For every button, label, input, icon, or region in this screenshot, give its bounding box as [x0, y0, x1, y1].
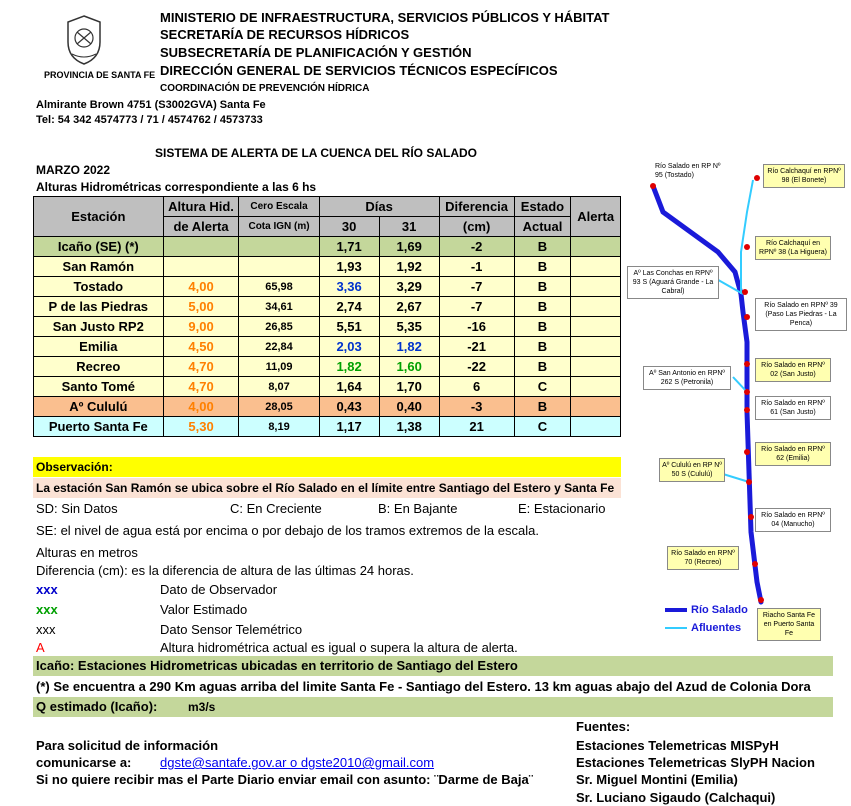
cell-diff: -1 [439, 257, 514, 277]
map-label-emilia: Río Salado en RPNº 62 (Emilia) [755, 442, 831, 466]
cell-day-31: 1,69 [379, 237, 439, 257]
cell-diff: 21 [439, 417, 514, 437]
cell-zero: 11,09 [239, 357, 319, 377]
header-line-3: SUBSECRETARÍA DE PLANIFICACIÓN Y GESTIÓN [160, 45, 472, 60]
th-zero-1: Cero Escala [239, 197, 319, 217]
cell-zero: 65,98 [239, 277, 319, 297]
star-note: (*) Se encuentra a 290 Km aguas arriba del limite Santa Fe - Santiago del Estero. 13 km aguas abajo del Azud de Colonia Dora [33, 677, 845, 697]
cell-station: San Ramón [34, 257, 164, 277]
report-subtitle: Alturas Hidrométricas correspondiente a las 6 hs [36, 180, 317, 194]
report-title: SISTEMA DE ALERTA DE LA CUENCA DEL RÍO SALADO [155, 146, 478, 160]
cell-state: B [514, 317, 571, 337]
cell-state: B [514, 397, 571, 417]
province-name: PROVINCIA DE SANTA FE [44, 70, 156, 80]
th-alert-height-2: de Alerta [163, 217, 239, 237]
cell-state: B [514, 277, 571, 297]
cell-day-30: 5,51 [319, 317, 379, 337]
unsubscribe-note: Si no quiere recibir mas el Parte Diario enviar email con asunto: ¨Darme de Baja¨ [36, 772, 534, 787]
observation-text: La estación San Ramón se ubica sobre el Río Salado en el límite entre Santiago del Estero y Santa Fe [33, 478, 621, 498]
cell-zero: 8,19 [239, 417, 319, 437]
th-diff-1: Diferencia [439, 197, 514, 217]
table-row [34, 337, 621, 357]
th-state-2: Actual [514, 217, 571, 237]
th-zero-2: Cota IGN (m) [239, 217, 319, 237]
cell-state: B [514, 237, 571, 257]
cell-alert [571, 257, 621, 277]
cell-day-30: 1,82 [319, 357, 379, 377]
cell-alert [571, 397, 621, 417]
province-logo [64, 14, 104, 66]
key-telemetric-text: Dato Sensor Telemétrico [160, 622, 303, 637]
key-observer-sym: xxx [36, 582, 58, 597]
source-3: Sr. Miguel Montini (Emilia) [576, 772, 738, 787]
cell-day-30: 1,64 [319, 377, 379, 397]
map-label-san-justo-61: Río Salado en RPNº 61 (San Justo) [755, 396, 831, 420]
cell-station: Recreo [34, 357, 164, 377]
cell-day-31: 5,35 [379, 317, 439, 337]
cell-alert-height: 4,50 [163, 337, 239, 357]
table-row [34, 317, 621, 337]
table-row [34, 277, 621, 297]
cell-day-31: 0,40 [379, 397, 439, 417]
cell-diff: -3 [439, 397, 514, 417]
map-label-petronila: Aº San Antonio en RPNº 262 S (Petronila) [643, 366, 731, 390]
th-alert-height-1: Altura Hid. [163, 197, 239, 217]
header-line-1: MINISTERIO DE INFRAESTRUCTURA, SERVICIOS PÚBLICOS Y HÁBITAT [160, 10, 610, 25]
cell-alert-height: 5,30 [163, 417, 239, 437]
map-label-las-conchas: Aº Las Conchas en RPNº 93 S (Aguará Grande - La Cabral) [627, 266, 719, 299]
cell-diff: -2 [439, 237, 514, 257]
map-label-paso-las-piedras: Río Salado en RPNº 39 (Paso Las Piedras - La Penca) [755, 298, 847, 331]
units-note: Alturas en metros [36, 545, 138, 560]
cell-alert [571, 417, 621, 437]
cell-state: C [514, 377, 571, 397]
cell-alert-height [163, 257, 239, 277]
cell-diff: -21 [439, 337, 514, 357]
map-label-cululu: Aº Cululú en RP Nº 50 S (Cululú) [659, 458, 725, 482]
cell-diff: -7 [439, 277, 514, 297]
legend-b: B: En Bajante [378, 501, 458, 516]
observation-label: Observación: [33, 457, 621, 477]
table-row [34, 297, 621, 317]
cell-zero [239, 257, 319, 277]
cell-zero: 26,85 [239, 317, 319, 337]
source-1: Estaciones Telemetricas MISPyH [576, 738, 779, 753]
cell-station: San Justo RP2 [34, 317, 164, 337]
cell-day-30: 1,93 [319, 257, 379, 277]
cell-state: B [514, 357, 571, 377]
th-diff-2: (cm) [439, 217, 514, 237]
cell-day-31: 1,38 [379, 417, 439, 437]
cell-zero: 8,07 [239, 377, 319, 397]
cell-alert [571, 337, 621, 357]
cell-station: Aº Cululú [34, 397, 164, 417]
cell-alert-height: 4,70 [163, 357, 239, 377]
request-line-2: comunicarse a: [36, 755, 132, 770]
cell-state: B [514, 337, 571, 357]
cell-station: Tostado [34, 277, 164, 297]
cell-day-31: 1,60 [379, 357, 439, 377]
cell-day-31: 1,82 [379, 337, 439, 357]
legend-sd: SD: Sin Datos [36, 501, 118, 516]
contact-email-link[interactable]: dgste@santafe.gov.ar o dgste2010@gmail.com [160, 755, 435, 770]
header-tel: Tel: 54 342 4574773 / 71 / 4574762 / 4573733 [36, 114, 263, 126]
key-telemetric-sym: xxx [36, 622, 56, 637]
request-line-1: Para solicitud de información [36, 738, 219, 753]
cell-station: Puerto Santa Fe [34, 417, 164, 437]
key-alert-sym: A [36, 640, 45, 655]
header-line-4: DIRECCIÓN GENERAL DE SERVICIOS TÉCNICOS ESPECÍFICOS [160, 63, 558, 78]
cell-alert-height [163, 237, 239, 257]
q-estimate-unit: m3/s [188, 700, 216, 714]
report-month: MARZO 2022 [36, 163, 111, 177]
th-alert: Alerta [571, 197, 621, 237]
source-4: Sr. Luciano Sigaudo (Calchaqui) [576, 790, 776, 805]
cell-zero: 28,05 [239, 397, 319, 417]
key-alert-text: Altura hidrométrica actual es igual o supera la altura de alerta. [160, 640, 518, 655]
cell-zero: 34,61 [239, 297, 319, 317]
cell-alert [571, 237, 621, 257]
basin-map [623, 152, 849, 644]
cell-state: B [514, 297, 571, 317]
th-day-31: 31 [379, 217, 439, 237]
q-estimate-label: Q estimado (Icaño): [36, 699, 158, 714]
cell-day-30: 2,03 [319, 337, 379, 357]
source-2: Estaciones Telemetricas SlyPH Nacion [576, 755, 815, 770]
q-estimate-bar [33, 697, 833, 717]
diff-note: Diferencia (cm): es la diferencia de altura de las últimas 24 horas. [36, 563, 414, 578]
seal-icon [64, 14, 104, 66]
cell-alert-height: 9,00 [163, 317, 239, 337]
sources-label: Fuentes: [576, 719, 631, 734]
table-row [34, 417, 621, 437]
legend-c: C: En Creciente [230, 501, 322, 516]
cell-state: B [514, 257, 571, 277]
cell-station: P de las Piedras [34, 297, 164, 317]
cell-alert [571, 277, 621, 297]
th-days: Días [319, 197, 439, 217]
cell-diff: -7 [439, 297, 514, 317]
cell-day-30: 3,36 [319, 277, 379, 297]
table-row [34, 257, 621, 277]
icano-note: Icaño: Estaciones Hidrometricas ubicadas en territorio de Santiago del Estero [33, 656, 833, 676]
cell-alert-height: 5,00 [163, 297, 239, 317]
map-label-la-higuera: Río Calchaquí en RPNº 38 (La Higuera) [755, 236, 831, 260]
cell-state: C [514, 417, 571, 437]
cell-alert [571, 297, 621, 317]
cell-zero [239, 237, 319, 257]
th-state-1: Estado [514, 197, 571, 217]
table-row [34, 397, 621, 417]
table-row [34, 377, 621, 397]
cell-station: Emilia [34, 337, 164, 357]
cell-zero: 22,84 [239, 337, 319, 357]
key-estimated-sym: xxx [36, 602, 58, 617]
se-note: SE: el nivel de agua está por encima o por debajo de los tramos extremos de la escala. [36, 523, 539, 538]
table-row [34, 237, 621, 257]
th-day-30: 30 [319, 217, 379, 237]
cell-day-31: 1,92 [379, 257, 439, 277]
map-label-el-bonete: Río Calchaquí en RPNº 98 (El Bonete) [763, 164, 845, 188]
header-coord: COORDINACIÓN DE PREVENCIÓN HÍDRICA [160, 83, 370, 94]
cell-day-30: 1,17 [319, 417, 379, 437]
cell-alert-height: 4,70 [163, 377, 239, 397]
th-station: Estación [34, 197, 164, 237]
cell-day-30: 1,71 [319, 237, 379, 257]
cell-day-30: 2,74 [319, 297, 379, 317]
map-label-tostado: Río Salado en RP Nº 95 (Tostado) [653, 160, 725, 182]
map-label-puerto-santa-fe: Riacho Santa Fe en Puerto Santa Fe [757, 608, 821, 641]
cell-alert-height: 4,00 [163, 397, 239, 417]
cell-alert [571, 377, 621, 397]
header-line-2: SECRETARÍA DE RECURSOS HÍDRICOS [160, 27, 410, 42]
cell-alert-height: 4,00 [163, 277, 239, 297]
cell-alert [571, 317, 621, 337]
station-table [33, 196, 621, 437]
key-estimated-text: Valor Estimado [160, 602, 248, 617]
map-label-manucho: Río Salado en RPNº 04 (Manucho) [755, 508, 831, 532]
cell-station: Santo Tomé [34, 377, 164, 397]
cell-alert [571, 357, 621, 377]
cell-diff: 6 [439, 377, 514, 397]
map-label-san-justo-02: Río Salado en RPNº 02 (San Justo) [755, 358, 831, 382]
map-label-recreo: Río Salado en RPNº 70 (Recreo) [667, 546, 739, 570]
cell-diff: -16 [439, 317, 514, 337]
cell-day-30: 0,43 [319, 397, 379, 417]
map-legend-tributaries: Afluentes [691, 622, 742, 634]
legend-e: E: Estacionario [518, 501, 606, 516]
map-legend-river: Río Salado [691, 604, 748, 616]
cell-station: Icaño (SE) (*) [34, 237, 164, 257]
cell-diff: -22 [439, 357, 514, 377]
header-address: Almirante Brown 4751 (S3002GVA) Santa Fe [36, 99, 266, 111]
key-observer-text: Dato de Observador [160, 582, 278, 597]
cell-day-31: 3,29 [379, 277, 439, 297]
cell-day-31: 2,67 [379, 297, 439, 317]
cell-day-31: 1,70 [379, 377, 439, 397]
table-row [34, 357, 621, 377]
